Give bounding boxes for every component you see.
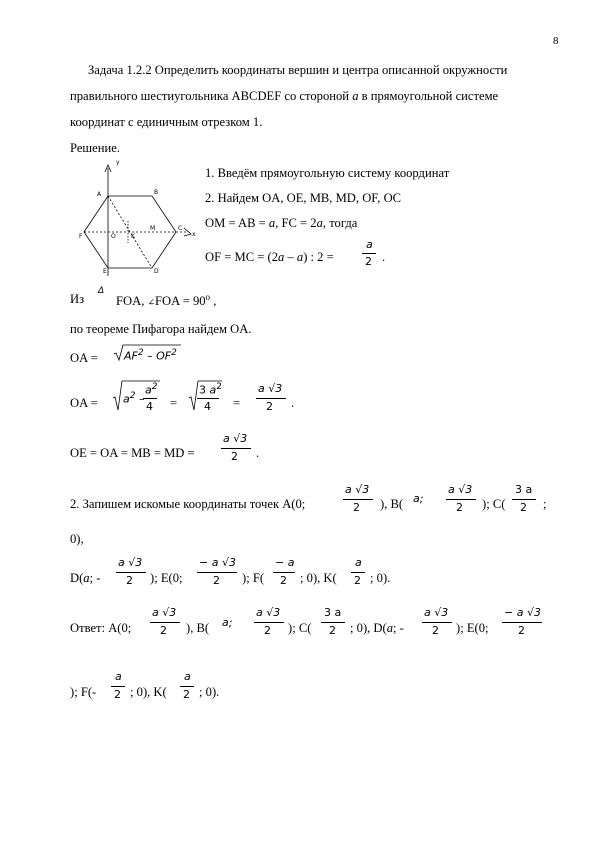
from-line: Из (70, 292, 85, 306)
coords-k-pre: ; 0), K( (300, 571, 337, 585)
coords-e-den: 2 (213, 574, 220, 587)
answer-b-num: a √3 (256, 606, 281, 619)
pythagoras-line: по теореме Пифагора найдем OA. (70, 322, 252, 336)
coords-a-bar (343, 499, 373, 500)
label-d: D (154, 268, 159, 275)
answer-c-bar (321, 622, 345, 623)
answer-f-bar (111, 686, 125, 687)
coords-d-den: 2 (126, 574, 133, 587)
coords-f-den: 2 (280, 574, 287, 587)
oa2-den-2: 4 (204, 400, 211, 413)
answer-p4: ; 0), D(a; - (350, 621, 404, 635)
delta-symbol: Δ (98, 286, 105, 296)
answer-b-bar (254, 622, 284, 623)
answer-k-bar (180, 686, 194, 687)
coords-p2: ), B( (380, 497, 404, 511)
from-line-rest: FOA, ∠FOA = $90^o$ , (116, 292, 217, 309)
label-m: M (150, 225, 156, 232)
oa2-eq-1: = (170, 396, 178, 410)
label-y: y (116, 159, 120, 166)
answer-b-den: 2 (264, 624, 271, 637)
answer-b-a: a; (222, 616, 233, 629)
oa2-result-den: 2 (266, 400, 273, 413)
page-number: 8 (553, 35, 559, 47)
coords-b-num: a √3 (448, 483, 473, 496)
oa2-end: . (291, 396, 295, 410)
coords-b-den: 2 (456, 501, 463, 514)
coords-e-pre: ); E(0; (150, 571, 183, 585)
coords-a-den: 2 (353, 501, 360, 514)
oa2-a: $a^2$ – (123, 391, 145, 406)
coords-f-bar (273, 572, 295, 573)
coords-p3: ); C( (482, 497, 506, 511)
answer-e-num: − a √3 (504, 606, 541, 619)
oa2-3a2: 3 $a^2$ (199, 382, 222, 397)
answer-p3: ); C( (288, 621, 312, 635)
coords-b-bar (446, 499, 476, 500)
answer-d-num: a √3 (424, 606, 449, 619)
coords-k-bar (351, 572, 365, 573)
oa-lhs-2: OA = (70, 396, 98, 410)
coords-k-num: a (355, 556, 362, 569)
answer-c-num: 3 a (324, 606, 342, 619)
coords-f-num: − a (275, 556, 295, 569)
coords-p1: 2. Запишем искомые координаты точек A(0; (70, 497, 306, 511)
oe-num: a √3 (223, 432, 248, 445)
step-4-end: . (382, 250, 386, 264)
label-k: K (131, 233, 135, 240)
label-f: F (79, 233, 83, 240)
oe-line: OE = OA = MB = MD = (70, 446, 195, 460)
coords-c-den: 2 (520, 501, 527, 514)
coords-line-2: 0), (70, 532, 84, 546)
oe-den: 2 (231, 450, 238, 463)
label-a: A (97, 191, 102, 198)
task-line-1: Задача 1.2.2 Определить координаты вершин и центра описанной окружности (88, 63, 508, 77)
step-4-frac-num: a (366, 238, 373, 251)
coords-d-num: a √3 (118, 556, 143, 569)
coords-b-a: a; (413, 492, 424, 505)
oa2-result-bar (256, 398, 286, 399)
coords-e-bar (197, 572, 237, 573)
answer-e-bar (502, 622, 542, 623)
coords-p4: ; (543, 497, 547, 511)
answer-a-bar (150, 622, 180, 623)
oa-lhs-1: OA = (70, 351, 98, 365)
answer-e-den: 2 (518, 624, 525, 637)
label-x: x (192, 231, 196, 238)
solution-label: Решение. (70, 141, 120, 155)
task-line-2: правильного шестиугольника ABCDEF со стороной a в прямоугольной системе (70, 89, 499, 103)
label-o: O (111, 233, 116, 240)
step-3: OM = AB = a, FC = 2a, тогда (205, 216, 358, 230)
answer-k-end: ; 0). (199, 685, 220, 699)
coords-e-num: − a √3 (199, 556, 236, 569)
coords-f-pre: ); F( (242, 571, 265, 585)
task-line-3: координат с единичным отрезком 1. (70, 115, 263, 129)
coords-d-bar (116, 572, 146, 573)
oa2-bar-2 (197, 398, 219, 399)
coords-k-end: ; 0). (370, 571, 391, 585)
coords-d: D(a; - (70, 571, 101, 585)
step-1: 1. Введём прямоугольную систему координат (205, 166, 450, 180)
answer-p2: ), B( (186, 621, 210, 635)
oa2-bar (143, 398, 157, 399)
label-e: E (103, 268, 107, 275)
step-4: OF = MC = (2a – a) : 2 = (205, 250, 334, 264)
oa2-eq-2: = (233, 396, 241, 410)
answer-p1: Ответ: A(0; (70, 621, 132, 635)
oe-end: . (256, 446, 260, 460)
coords-c-bar (512, 499, 536, 500)
step-2: 2. Найдем OA, OE, MB, MD, OF, OC (205, 191, 402, 205)
step-4-frac-den: 2 (365, 255, 372, 268)
answer-e-pre: ); E(0; (456, 621, 489, 635)
answer-k-pre: ; 0), K( (130, 685, 167, 699)
answer-a-num: a √3 (152, 606, 177, 619)
step-4-frac-bar (362, 253, 376, 254)
oa2-den: 4 (146, 400, 153, 413)
answer-a-den: 2 (160, 624, 167, 637)
oa2-num: $a^2$ (145, 382, 158, 397)
oa2-result-num: a √3 (258, 382, 283, 395)
coords-c-num: 3 a (515, 483, 533, 496)
coords-k-den: 2 (354, 574, 361, 587)
answer-k-num: a (184, 670, 191, 683)
oe-bar (221, 448, 251, 449)
label-c: C (178, 225, 183, 232)
answer-f-den: 2 (114, 688, 121, 701)
answer-f-num: a (115, 670, 122, 683)
answer-c-den: 2 (329, 624, 336, 637)
oa-rad-1: $AF^2 - OF^2$ (124, 348, 177, 363)
answer-d-den: 2 (432, 624, 439, 637)
coords-a-num: a √3 (345, 483, 370, 496)
answer-line2-pre: ); F(- (70, 685, 97, 699)
answer-d-bar (422, 622, 452, 623)
label-b: B (154, 189, 159, 196)
answer-k-den: 2 (183, 688, 190, 701)
